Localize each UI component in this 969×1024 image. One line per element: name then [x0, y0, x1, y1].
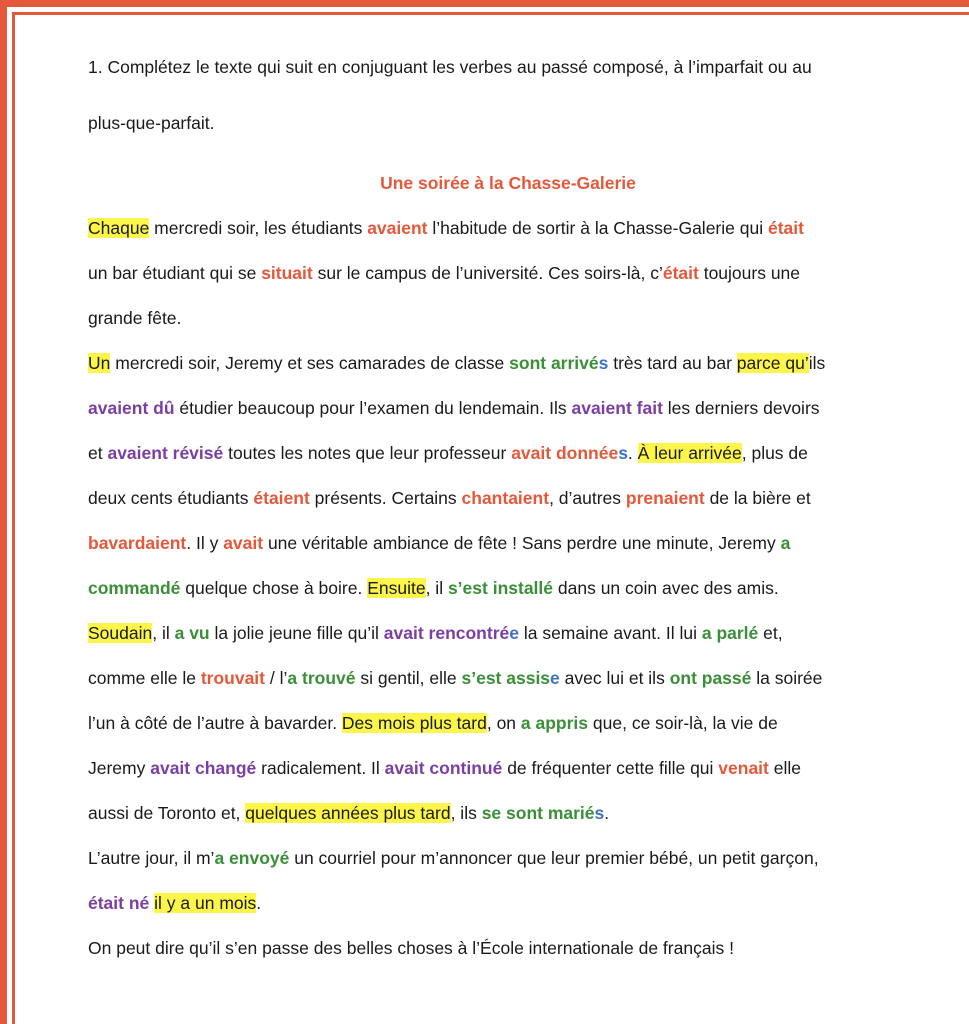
highlighted-phrase: Soudain — [88, 623, 153, 643]
story-text-segment: présents. Certains — [309, 488, 462, 508]
story-text-segment: et, — [758, 623, 783, 643]
passe-compose-verb: s’est installé — [447, 578, 554, 598]
story-text-segment: / l’ — [265, 668, 288, 688]
passe-compose-verb: sont arrivé — [509, 353, 599, 373]
imparfait-verb: bavardaient — [88, 533, 187, 553]
passe-compose-verb: s’est assis — [461, 668, 551, 688]
plus-que-parfait-verb: avaient révisé — [107, 443, 224, 463]
story-text-segment: que, ce soir-là, la vie de — [588, 713, 778, 733]
story-line-11 — [88, 666, 822, 690]
passe-compose-verb: a — [780, 533, 791, 553]
imparfait-verb: était — [662, 263, 699, 283]
story-text-segment: l’un à côté de l’autre à bavarder. — [88, 713, 342, 733]
story-text-segment: étudier beaucoup pour l’examen du lendemain. Ils — [174, 398, 572, 418]
imparfait-verb: avait donnée — [511, 443, 619, 463]
story-text-segment: de la bière et — [704, 488, 811, 508]
plus-que-parfait-verb: avaient fait — [571, 398, 663, 418]
story-text-segment: si gentil, elle — [355, 668, 462, 688]
story-text-segment: de fréquenter cette fille qui — [502, 758, 719, 778]
story-text-segment: deux cents étudiants — [88, 488, 254, 508]
passe-compose-verb: a appris — [520, 713, 589, 733]
story-text-segment: L’autre jour, il m’ — [88, 848, 215, 868]
imparfait-verb: étaient — [253, 488, 310, 508]
imparfait-verb: venait — [718, 758, 769, 778]
story-text-segment: une véritable ambiance de fête ! Sans perdre une minute, Jeremy — [263, 533, 781, 553]
story-text-segment: elle — [768, 758, 801, 778]
story-text-segment: mercredi soir, Jeremy et ses camarades de classe — [110, 353, 510, 373]
story-line-15 — [88, 846, 819, 870]
story-line-12 — [88, 711, 778, 735]
passe-compose-verb: se sont marié — [481, 803, 595, 823]
story-line-3 — [88, 306, 181, 330]
instruction-line-1: 1. Complétez le texte qui suit en conjuguant les verbes au passé composé, à l’imparfait ou au — [88, 57, 812, 77]
story-line-5 — [88, 396, 820, 420]
agreement-ending: s — [598, 353, 609, 373]
instruction-line-2: plus-que-parfait. — [88, 113, 215, 133]
story-text-segment: comme elle le — [88, 668, 201, 688]
imparfait-verb: avait — [223, 533, 264, 553]
story-text-segment: dans un coin avec des amis. — [553, 578, 779, 598]
highlighted-phrase: À leur arrivée — [637, 443, 742, 463]
story-text-segment: très tard au bar — [608, 353, 737, 373]
story-text-segment: . — [627, 443, 638, 463]
plus-que-parfait-verb: était né — [88, 893, 150, 913]
story-text-segment: , on — [486, 713, 521, 733]
story-line-7 — [88, 486, 811, 510]
story-line-2 — [88, 261, 800, 285]
passe-compose-verb: a trouvé — [287, 668, 356, 688]
imparfait-verb: situait — [261, 263, 313, 283]
story-text-segment: . Il y — [186, 533, 224, 553]
story-line-1 — [88, 216, 804, 240]
imparfait-verb: était — [767, 218, 804, 238]
highlighted-phrase: Chaque — [88, 218, 150, 238]
story-line-16 — [88, 891, 261, 915]
passe-compose-verb: a vu — [174, 623, 210, 643]
story-text-segment: les derniers devoirs — [662, 398, 820, 418]
story-text-segment: . — [604, 803, 610, 823]
passe-compose-verb: commandé — [88, 578, 181, 598]
plus-que-parfait-verb: avaient dû — [88, 398, 175, 418]
story-text-segment: , il — [152, 623, 175, 643]
agreement-ending: s — [618, 443, 628, 463]
passe-compose-verb: a parlé — [701, 623, 759, 643]
story-text-segment: ils — [808, 353, 826, 373]
story-text-segment: toutes les notes que leur professeur — [223, 443, 512, 463]
story-text-segment: toujours une — [698, 263, 801, 283]
agreement-ending: e — [509, 623, 519, 643]
story-line-14 — [88, 801, 609, 825]
imparfait-verb: chantaient — [461, 488, 550, 508]
imparfait-verb: avaient — [367, 218, 428, 238]
story-text-segment: On peut dire qu’il s’en passe des belles choses à l’École internationale de français ! — [88, 938, 734, 958]
story-text-segment: aussi de Toronto et, — [88, 803, 246, 823]
story-text-segment: , d’autres — [549, 488, 626, 508]
highlighted-phrase: Ensuite — [367, 578, 426, 598]
agreement-ending: e — [550, 668, 560, 688]
story-text-segment: un bar étudiant qui se — [88, 263, 262, 283]
story-text-segment: et — [88, 443, 108, 463]
story-line-4 — [88, 351, 825, 375]
story-text-segment: quelque chose à boire. — [180, 578, 368, 598]
story-text-segment: l’habitude de sortir à la Chasse-Galerie qui — [427, 218, 768, 238]
passe-compose-verb: ont passé — [669, 668, 752, 688]
story-line-9 — [88, 576, 779, 600]
story-line-6 — [88, 441, 808, 465]
imparfait-verb: prenaient — [625, 488, 705, 508]
exercise-title: Une soirée à la Chasse-Galerie — [380, 173, 636, 193]
story-line-10 — [88, 621, 783, 645]
story-line-13 — [88, 756, 801, 780]
plus-que-parfait-verb: avait continué — [384, 758, 503, 778]
story-text-segment: radicalement. Il — [256, 758, 385, 778]
page-border-inner — [12, 12, 969, 1024]
story-text-segment: la soirée — [751, 668, 823, 688]
agreement-ending: s — [594, 803, 605, 823]
highlighted-phrase: quelques années plus tard — [245, 803, 451, 823]
imparfait-verb: trouvait — [200, 668, 266, 688]
story-text-segment: , plus de — [741, 443, 808, 463]
story-text-segment: sur le campus de l’université. Ces soirs-là, c’ — [312, 263, 663, 283]
story-text-segment: , il — [425, 578, 448, 598]
story-text-segment: un courriel pour m’annoncer que leur premier bébé, un petit garçon, — [289, 848, 819, 868]
story-text-segment: Jeremy — [88, 758, 151, 778]
story-line-17 — [88, 936, 734, 960]
story-text-segment: la jolie jeune fille qu’il — [209, 623, 384, 643]
story-text-segment: la semaine avant. Il lui — [518, 623, 702, 643]
highlighted-phrase: parce qu’ — [736, 353, 809, 373]
story-text-segment: . — [256, 893, 262, 913]
passe-compose-verb: a envoyé — [214, 848, 290, 868]
story-text-segment: mercredi soir, les étudiants — [149, 218, 368, 238]
highlighted-phrase: Un — [88, 353, 111, 373]
highlighted-phrase: Des mois plus tard — [341, 713, 487, 733]
story-text-segment: grande fête. — [88, 308, 182, 328]
story-line-8 — [88, 531, 790, 555]
story-text-segment: avec lui et ils — [559, 668, 670, 688]
highlighted-phrase: il y a un mois — [154, 893, 257, 913]
story-text-segment: , ils — [450, 803, 482, 823]
plus-que-parfait-verb: avait changé — [150, 758, 257, 778]
plus-que-parfait-verb: avait rencontré — [383, 623, 510, 643]
